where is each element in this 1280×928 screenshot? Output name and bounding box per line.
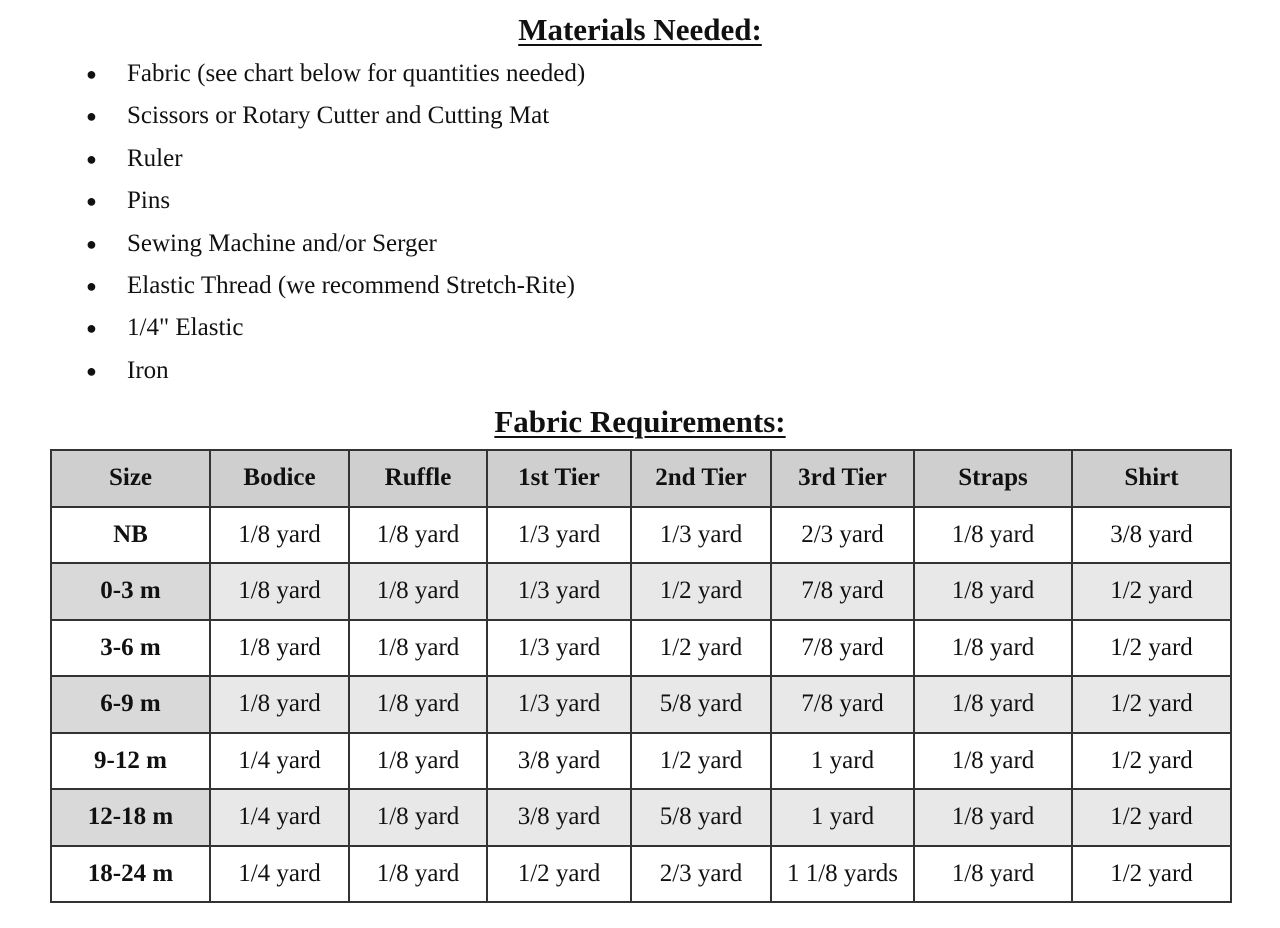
table-cell: 1 yard (771, 733, 914, 790)
size-cell: 9-12 m (51, 733, 210, 790)
table-cell: 1/8 yard (914, 733, 1072, 790)
list-item-text: Sewing Machine and/or Serger (127, 229, 437, 257)
bullet-icon: ● (86, 318, 97, 339)
table-row (51, 620, 1231, 677)
table-row (51, 789, 1231, 846)
table-cell: 2/3 yard (631, 846, 771, 903)
list-item-text: Iron (127, 356, 169, 384)
list-item-text: Elastic Thread (we recommend Stretch-Rite) (127, 271, 575, 299)
column-header: 1st Tier (487, 450, 631, 507)
table-cell: 7/8 yard (771, 563, 914, 620)
bullet-icon: ● (86, 233, 97, 254)
table-cell: 1/4 yard (210, 789, 349, 846)
table-cell: 3/8 yard (1072, 507, 1231, 564)
column-header: 2nd Tier (631, 450, 771, 507)
column-header: 3rd Tier (771, 450, 914, 507)
table-cell: 1/8 yard (349, 846, 487, 903)
table-cell: 1/2 yard (1072, 563, 1231, 620)
table-cell: 1/8 yard (349, 507, 487, 564)
bullet-icon: ● (86, 275, 97, 296)
list-item (0, 309, 585, 351)
table-cell: 1/4 yard (210, 846, 349, 903)
table-cell: 1/2 yard (1072, 620, 1231, 677)
list-item (0, 55, 585, 97)
table-cell: 1/2 yard (631, 563, 771, 620)
table-cell: 1/8 yard (914, 846, 1072, 903)
table-cell: 1/2 yard (1072, 733, 1231, 790)
table-cell: 1/3 yard (487, 676, 631, 733)
table-cell: 5/8 yard (631, 789, 771, 846)
size-cell: 12-18 m (51, 789, 210, 846)
table-cell: 1/8 yard (349, 620, 487, 677)
table-cell: 1/2 yard (487, 846, 631, 903)
bullet-icon: ● (86, 191, 97, 212)
bullet-icon: ● (86, 360, 97, 381)
size-cell: 3-6 m (51, 620, 210, 677)
table-cell: 1 1/8 yards (771, 846, 914, 903)
list-item (0, 182, 585, 224)
table-cell: 1/3 yard (487, 507, 631, 564)
list-item (0, 97, 585, 139)
column-header: Ruffle (349, 450, 487, 507)
table-row (51, 507, 1231, 564)
table-row (51, 846, 1231, 903)
materials-list (0, 55, 585, 394)
table-cell: 1/8 yard (349, 563, 487, 620)
table-cell: 1/4 yard (210, 733, 349, 790)
table-cell: 3/8 yard (487, 733, 631, 790)
table-row (51, 733, 1231, 790)
table-cell: 1/3 yard (487, 563, 631, 620)
fabric-requirements-heading: Fabric Requirements: (494, 404, 786, 439)
table-cell: 1/8 yard (210, 507, 349, 564)
table-cell: 1/8 yard (914, 789, 1072, 846)
column-header: Bodice (210, 450, 349, 507)
bullet-icon: ● (86, 148, 97, 169)
table-cell: 1/8 yard (914, 507, 1072, 564)
column-header: Shirt (1072, 450, 1231, 507)
table-header-row (51, 450, 1231, 507)
size-cell: 6-9 m (51, 676, 210, 733)
column-header: Size (51, 450, 210, 507)
table-cell: 5/8 yard (631, 676, 771, 733)
table-cell: 1/8 yard (914, 676, 1072, 733)
table-cell: 1/3 yard (631, 507, 771, 564)
bullet-icon: ● (86, 106, 97, 127)
table-cell: 1/2 yard (1072, 789, 1231, 846)
table-cell: 1/3 yard (487, 620, 631, 677)
table-cell: 1/2 yard (631, 733, 771, 790)
list-item (0, 267, 585, 309)
table-cell: 2/3 yard (771, 507, 914, 564)
table-cell: 1/2 yard (1072, 676, 1231, 733)
table-cell: 1/8 yard (349, 676, 487, 733)
table-cell: 1/8 yard (210, 676, 349, 733)
table-cell: 1/8 yard (349, 733, 487, 790)
table-row (51, 676, 1231, 733)
list-item-text: Pins (127, 187, 171, 215)
table-cell: 1/8 yard (210, 620, 349, 677)
size-cell: NB (51, 507, 210, 564)
list-item (0, 225, 585, 267)
table-cell: 1 yard (771, 789, 914, 846)
table-cell: 1/8 yard (349, 789, 487, 846)
list-item (0, 352, 585, 394)
table-row (51, 563, 1231, 620)
list-item (0, 140, 585, 182)
list-item-text: Scissors or Rotary Cutter and Cutting Mat (127, 102, 550, 130)
table-cell: 1/2 yard (631, 620, 771, 677)
size-cell: 0-3 m (51, 563, 210, 620)
bullet-icon: ● (86, 64, 97, 84)
table-cell: 1/2 yard (1072, 846, 1231, 903)
fabric-requirements-table (50, 449, 1232, 903)
size-cell: 18-24 m (51, 846, 210, 903)
list-item-text: Ruler (127, 144, 183, 172)
materials-heading: Materials Needed: (518, 12, 762, 47)
table-cell: 3/8 yard (487, 789, 631, 846)
table-cell: 1/8 yard (210, 563, 349, 620)
table-cell: 1/8 yard (914, 563, 1072, 620)
table-cell: 7/8 yard (771, 620, 914, 677)
column-header: Straps (914, 450, 1072, 507)
list-item-text: Fabric (see chart below for quantities needed) (127, 60, 586, 87)
table-cell: 1/8 yard (914, 620, 1072, 677)
list-item-text: 1/4" Elastic (127, 314, 244, 342)
table-cell: 7/8 yard (771, 676, 914, 733)
